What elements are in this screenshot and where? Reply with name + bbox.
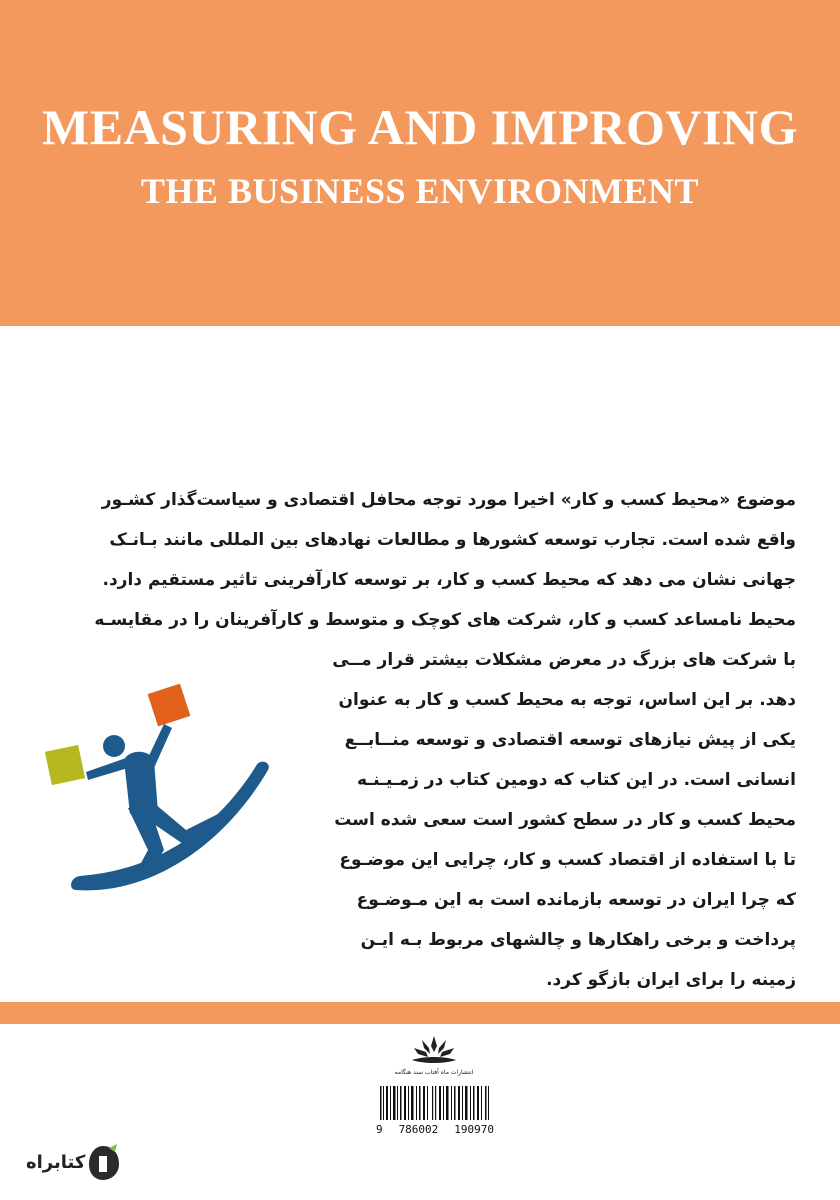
blurb-line: تا با استفاده از اقتصاد کسب و کار، چرایی این موضـوع — [339, 850, 796, 870]
barcode-digit-group: 786002 — [398, 1122, 439, 1136]
blurb-line: دهد. بر این اساس، توجه به محیط کسب و کار به عنوان — [338, 690, 796, 710]
cover-title-line-2: THE BUSINESS ENVIRONMENT — [140, 171, 700, 211]
blurb-line: واقع شده است. تجارب توسعه کشورها و مطالعات نهادهای بین المللی مانند بـانـک — [109, 530, 796, 550]
blurb-line: موضوع «محیط کسب و کار» اخیرا مورد توجه محافل اقتصادی و سیاست‌گذار کشـور — [101, 490, 796, 510]
ketabrah-watermark — [22, 1140, 132, 1184]
ketabrah-logo-icon — [85, 1142, 121, 1182]
barcode-number — [376, 1120, 494, 1138]
bottom-band — [0, 1002, 840, 1024]
blurb-line: یکی از پیش نیازهای توسعه اقتصادی و توسعه منــابــع — [344, 730, 796, 750]
blurb-line: انسانی است. در این کتاب که دومین کتاب در زمـیـنـه — [356, 770, 796, 790]
blurb-line: پرداخت و برخی راهکارها و چالشهای مربوط بـه ایـن — [360, 930, 796, 950]
barcode-digit-group: 190970 — [454, 1122, 494, 1136]
header-band — [0, 0, 840, 326]
barcode-digit-group: 9 — [376, 1122, 383, 1136]
blurb-line: جهانی نشان می دهد که محیط کسب و کار، بر توسعه کارآفرینی تاثیر مستقیم دارد. — [102, 570, 796, 590]
watermark-text: کتابراه — [26, 1151, 86, 1173]
blurb-line: زمینه را برای ایران بازگو کرد. — [546, 970, 796, 990]
blurb-line: محیط نامساعد کسب و کار، شرکت های کوچک و متوسط و کارآفرینان را در مقایسـه — [94, 610, 796, 630]
blurb-narrow — [290, 640, 796, 1000]
svg-text:انتشارات ماه آفتاب سند هنگامه: انتشارات ماه آفتاب سند هنگامه — [394, 1069, 474, 1076]
blurb-line: که چرا ایران در توسعه بازمانده است به این مـوضـوع — [356, 890, 796, 910]
blurb-line: محیط کسب و کار در سطح کشور است سعی شده است — [334, 810, 796, 830]
publisher-emblem-icon — [394, 1030, 474, 1080]
cover-title-line-1: MEASURING AND IMPROVING — [42, 99, 798, 155]
blurb-full-width — [44, 480, 796, 640]
juggler-figure-icon — [36, 680, 276, 910]
blurb-line: با شرکت های بزرگ در معرض مشکلات بیشتر قرار مــی — [332, 650, 796, 670]
